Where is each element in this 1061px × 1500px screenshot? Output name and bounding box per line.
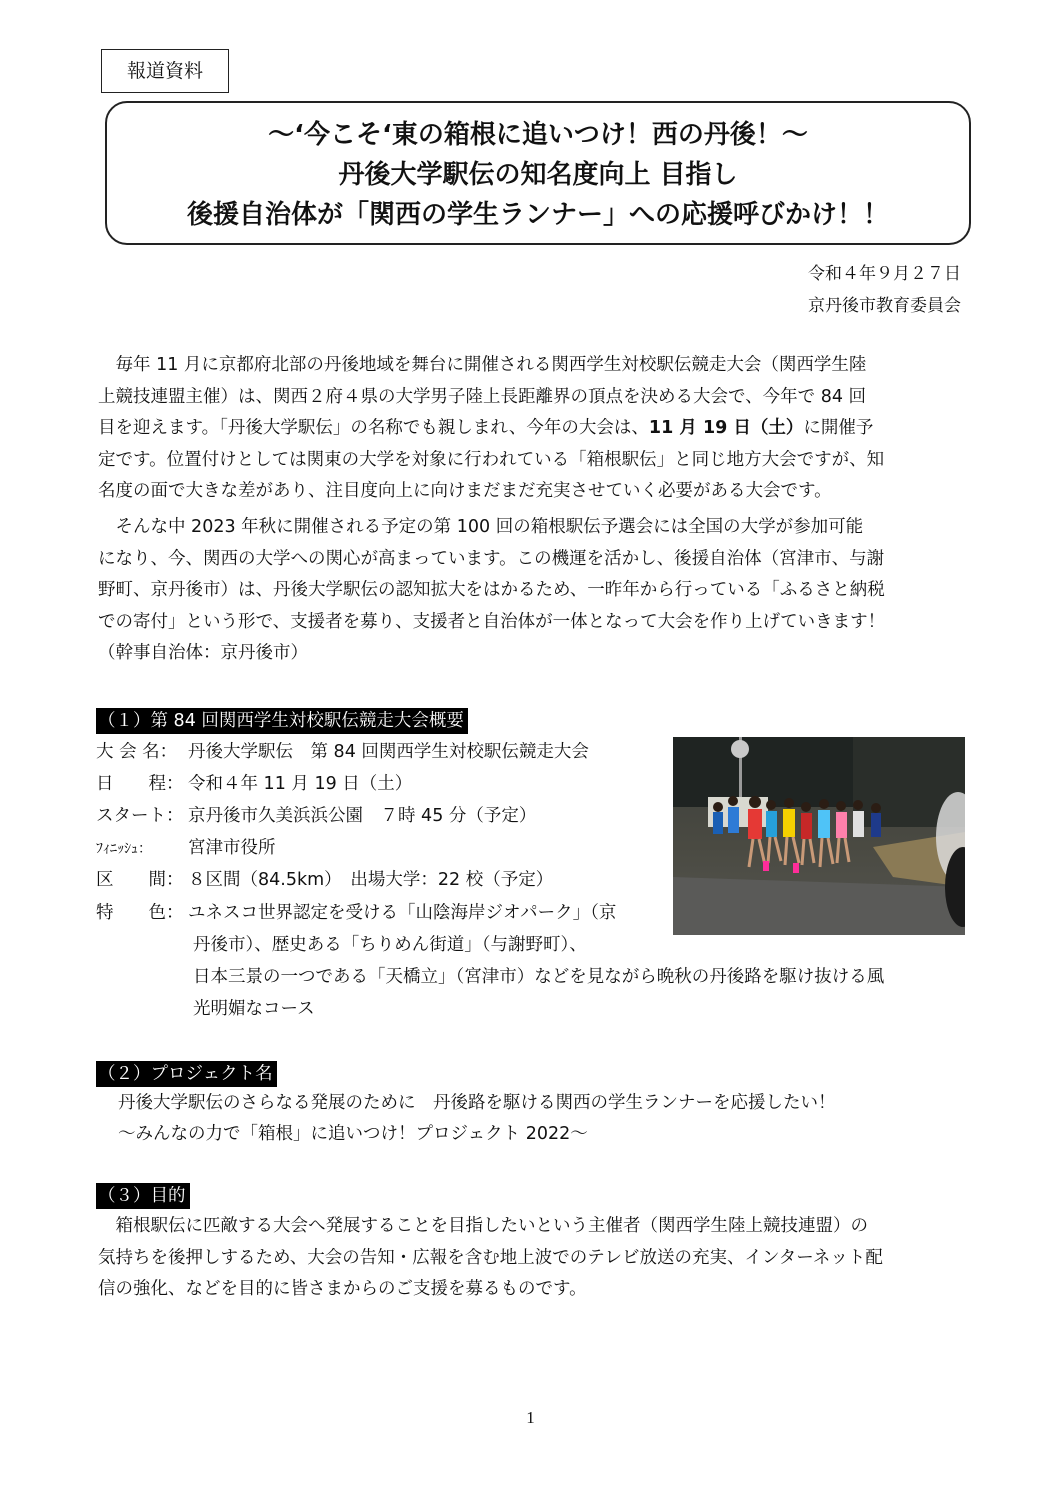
row-key: 区 間： — [96, 870, 184, 890]
intro-line: 上競技連盟主催）は、関西２府４県の大学男子陸上長距離界の頂点を決める大会で、今年で 84 回 — [98, 386, 867, 407]
section-2-heading: （２）プロジェクト名 — [96, 1061, 277, 1087]
issue-date: 令和４年９月２７日 — [808, 264, 961, 284]
intro-line: 名度の面で大きな差があり、注目度向上に向けまだまだ充実させていく必要がある大会です。 — [98, 481, 832, 501]
race-photo — [673, 737, 965, 935]
intro-line: （幹事自治体：京丹後市） — [98, 643, 308, 663]
press-release-label: 報道資料 — [101, 49, 229, 93]
row-value: 宮津市役所 — [188, 838, 276, 858]
overview-row-name — [96, 739, 589, 765]
intro-paragraph-1 — [98, 350, 966, 508]
project-name-line-1: 丹後大学駅伝のさらなる発展のために 丹後路を駆ける関西の学生ランナーを応援したい！ — [118, 1093, 836, 1113]
intro-line — [98, 413, 966, 445]
issuer: 京丹後市教育委員会 — [808, 296, 961, 316]
overview-row-finish — [96, 835, 276, 862]
row-key: 大 会 名： — [96, 742, 178, 762]
row-value: 令和４年 11 月 19 日（土） — [188, 774, 413, 794]
overview-row-features — [96, 900, 616, 926]
row-key: 日 程： — [96, 774, 184, 794]
title-line-2: 丹後大学駅伝の知名度向上 目指し — [338, 160, 738, 190]
intro-line: 毎年 11 月に京都府北部の丹後地域を舞台に開催される関西学生対校駅伝競走大会（関西学生陸 — [98, 355, 867, 375]
page-number: 1 — [526, 1408, 535, 1427]
title-line-1: ～‘今こそ‘東の箱根に追いつけ！西の丹後！～ — [268, 120, 808, 150]
intro-line: 定です。位置付けとしては関東の大学を対象に行われている「箱根駅伝」と同じ地方大会ですが、知 — [98, 449, 885, 470]
title-line-3: 後援自治体が「関西の学生ランナー」への応援呼びかけ！！ — [186, 200, 889, 230]
intro-text: 目を迎えます。「丹後大学駅伝」の名称でも親しまれ、今年の大会は、 — [98, 418, 649, 438]
features-continued: 光明媚なコース — [193, 999, 315, 1019]
row-value: ユネスコ世界認定を受ける「山陰海岸ジオパーク」（京 — [188, 903, 617, 923]
row-key: ﾌｨﾆｯｼｭ： — [96, 841, 152, 857]
row-key: 特 色： — [96, 903, 184, 923]
intro-line: になり、今、関西の大学への関心が高まっています。この機運を活かし、後援自治体（宮津市、与謝 — [98, 548, 885, 569]
row-value: ８区間（84.5km） 出場大学：22 校（予定） — [188, 870, 554, 890]
row-value: 京丹後市久美浜浜公園 ７時 45 分（予定） — [188, 806, 537, 826]
purpose-line: 信の強化、などを目的に皆さまからのご支援を募るものです。 — [98, 1279, 587, 1299]
features-continued: 丹後市）、歴史ある「ちりめん街道」（与謝野町）、 — [193, 935, 587, 955]
intro-line: そんな中 2023 年秋に開催される予定の第 100 回の箱根駅伝予選会には全国の大学が参加可能 — [98, 517, 864, 537]
runners-photo-illustration — [673, 737, 965, 935]
overview-row-schedule — [96, 771, 412, 797]
overview-row-start — [96, 803, 536, 829]
row-key: スタート： — [96, 806, 184, 826]
intro-line: での寄付」という形で、支援者を募り、支援者と自治体が一体となって大会を作り上げていきます！ — [98, 611, 886, 632]
project-name-line-2: ～みんなの力で「箱根」に追いつけ！プロジェクト 2022～ — [118, 1124, 588, 1144]
event-date-highlight: 11 月 19 日（土） — [648, 418, 804, 438]
overview-row-sections — [96, 867, 553, 893]
title-box — [105, 101, 971, 245]
intro-line: 野町、京丹後市）は、丹後大学駅伝の認知拡大をはかるため、一昨年から行っている「ふるさと納税 — [98, 580, 885, 600]
row-value: 丹後大学駅伝 第 84 回関西学生対校駅伝競走大会 — [188, 742, 589, 762]
intro-text: に開催予 — [803, 418, 874, 438]
section-1-heading: （１）第 84 回関西学生対校駅伝競走大会概要 — [96, 708, 468, 734]
purpose-line: 箱根駅伝に匹敵する大会へ発展することを目指したいという主催者（関西学生陸上競技連盟）の — [98, 1216, 868, 1236]
purpose-paragraph — [98, 1211, 966, 1306]
purpose-line: 気持ちを後押しするため、大会の告知・広報を含む地上波でのテレビ放送の充実、インターネット配 — [98, 1247, 883, 1268]
date-issuer-block — [808, 258, 961, 322]
features-continued: 日本三景の一つである「天橋立」（宮津市）などを見ながら晩秋の丹後路を駆け抜ける風 — [193, 967, 885, 987]
intro-paragraph-2 — [98, 512, 966, 670]
section-3-heading: （３）目的 — [96, 1183, 190, 1209]
